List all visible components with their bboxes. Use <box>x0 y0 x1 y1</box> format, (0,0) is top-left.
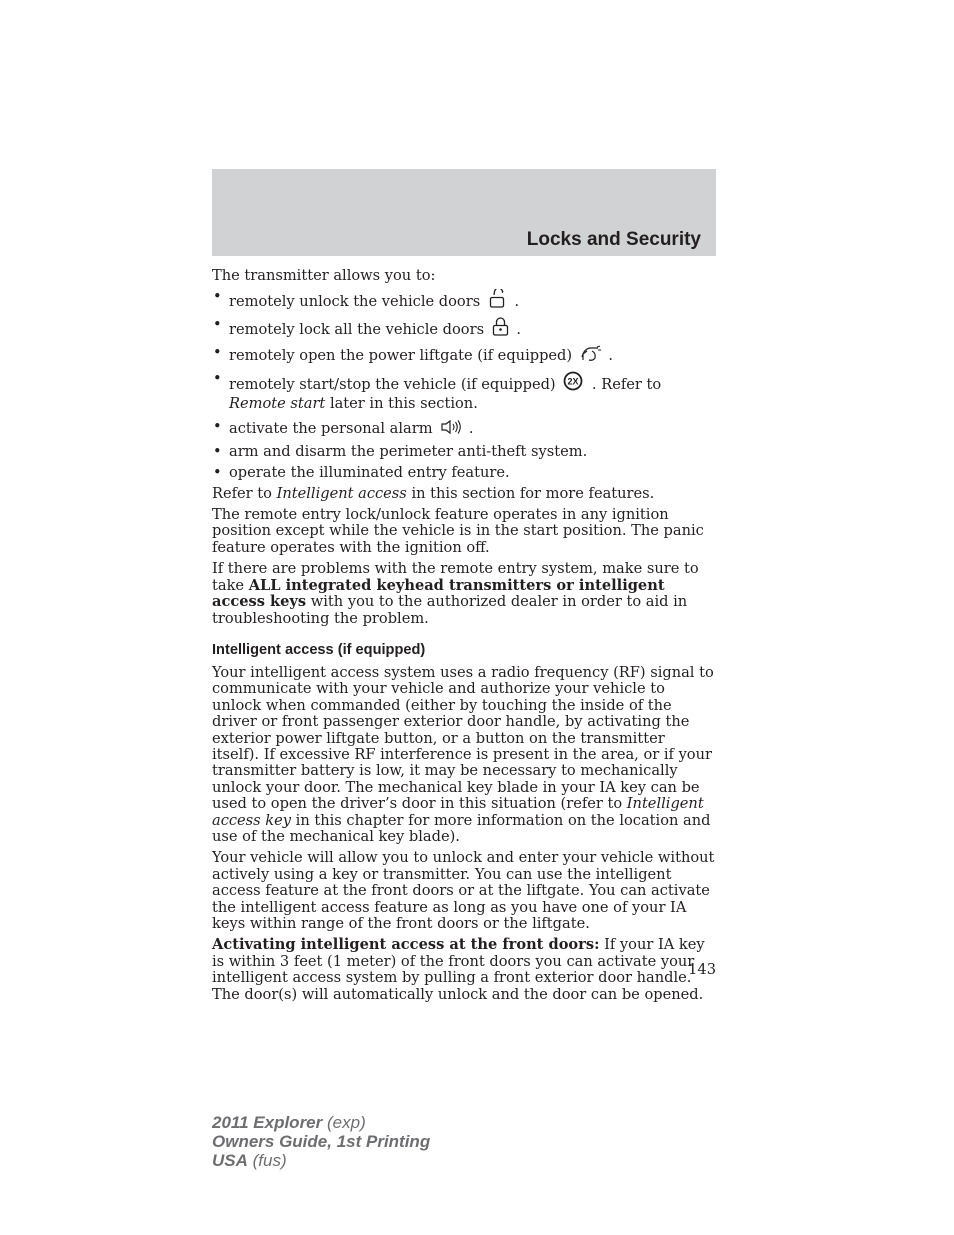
panic-alarm-icon <box>440 419 462 439</box>
paragraph-remote-entry-feature: The remote entry lock/unlock feature operates in any ignition position except while the vehicle is in the start position. The panic feature operates with the ignition off. <box>212 506 704 556</box>
list-item: • remotely lock all the vehicle doors . <box>212 317 716 340</box>
remote-start-2x-icon <box>563 371 585 395</box>
section-heading-intelligent-access: Intelligent access (if equipped) <box>212 641 426 658</box>
footer-line-region: USA (fus) <box>212 1151 287 1170</box>
remote-start-reference: Remote start <box>229 394 326 412</box>
liftgate-icon <box>580 345 602 366</box>
list-item: • remotely unlock the vehicle doors . <box>212 289 716 312</box>
paragraph-intelligent-access-system: Your intelligent access system uses a radio frequency (RF) signal to communicate with your vehicle and authorize your vehicle to unlock when commanded (either by touching the inside of the driver or front passenger exterior door handle, by activating the exterior power liftgate button, or a button on the transmitter itself). If excessive RF interference is present in the area, or if your transmitter battery is low, it may be necessary to mechanically unlock your door. The mechanical key blade in your IA key can be used to open the driver’s door in this situation (refer to Intelligent access key in this chapter for more information on the location and use of the mechanical key blade). <box>212 663 714 845</box>
list-item: • arm and disarm the perimeter anti-theft system. <box>212 444 716 460</box>
remote-start-label: 2X <box>567 376 579 387</box>
section-title: Locks and Security <box>526 229 701 250</box>
footer-line-model: 2011 Explorer (exp) <box>212 1113 366 1132</box>
feature-list <box>212 289 716 481</box>
page-content <box>212 268 716 1008</box>
footer-imprint <box>212 1113 430 1170</box>
page-number: 143 <box>688 961 716 978</box>
paragraph-keyless-entry: Your vehicle will allow you to unlock and enter your vehicle without actively using a key or transmitter. You can use the intelligent access feature at the front doors or at the liftgate. You can activate the intelligent access feature as long as you have one of your IA keys within range of the front doors or the liftgate. <box>212 849 715 932</box>
unlock-icon <box>488 289 508 312</box>
section-header-band <box>212 169 716 256</box>
list-item: • operate the illuminated entry feature. <box>212 465 716 481</box>
paragraph-troubleshooting: If there are problems with the remote entry system, make sure to take ALL integrated keyhead transmitters or intelligent access keys with you to the authorized dealer in order to aid in troubleshooting the problem. <box>212 560 699 627</box>
paragraph-intelligent-access-reference: Refer to Intelligent access in this section for more features. <box>212 484 655 502</box>
list-item: • remotely start/stop the vehicle (if equipped) 2X . Refer to Remote start later in this section. <box>212 371 716 412</box>
intro-text: The transmitter allows you to: <box>212 267 436 284</box>
footer-line-edition: Owners Guide, 1st Printing <box>212 1132 431 1151</box>
lock-icon <box>492 317 510 340</box>
list-item: • remotely open the power liftgate (if equipped) . <box>212 345 716 366</box>
paragraph-front-doors: Activating intelligent access at the front doors: If your IA key is within 3 feet (1 meter) of the front doors you can activate your intelligent access system by pulling a front exterior door handle. The door(s) will automatically unlock and the door can be opened. <box>212 936 705 1003</box>
list-item: • activate the personal alarm . <box>212 419 716 439</box>
